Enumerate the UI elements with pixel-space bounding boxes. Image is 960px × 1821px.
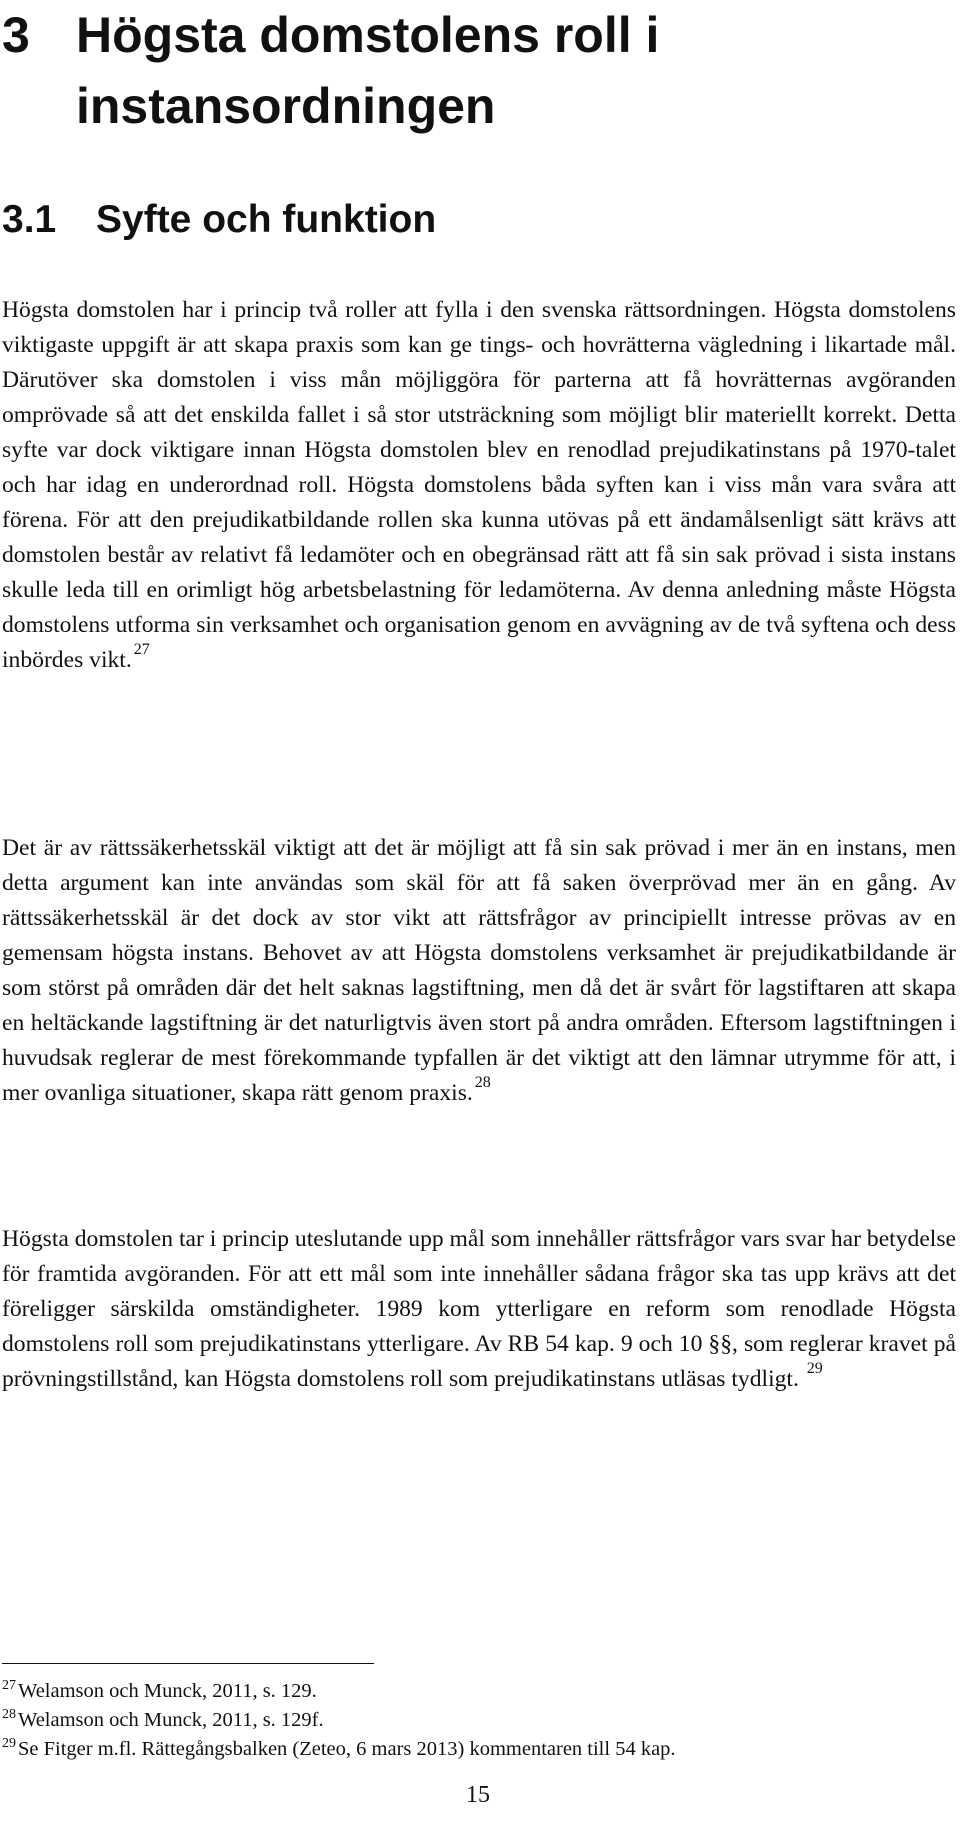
section-heading xyxy=(2,195,952,245)
footnote-number: 28 xyxy=(2,1707,16,1722)
page-number: 15 xyxy=(466,1782,490,1808)
body-paragraph xyxy=(2,293,956,678)
chapter-title: Högsta domstolens roll i instansordningen xyxy=(76,7,660,134)
footnote-reference[interactable]: 27 xyxy=(133,641,150,658)
footnote-number: 27 xyxy=(2,1678,16,1693)
footnote-text: Welamson och Munck, 2011, s. 129. xyxy=(18,1680,317,1702)
footnote-reference[interactable]: 29 xyxy=(806,1360,823,1377)
section-number: 3.1 xyxy=(2,198,57,241)
footnote-number: 29 xyxy=(2,1736,16,1751)
footnote xyxy=(2,1677,952,1706)
chapter-number: 3 xyxy=(2,7,30,63)
paragraph-text: Högsta domstolen har i princip två roller att fylla i den svenska rättsordningen. Högsta domstolens viktigaste uppgift är att skapa praxis som kan ge tings- och hovrätterna vägledning i likartade mål. Därutöver ska domstolen i viss mån möjliggöra för parterna att få hovrätternas avgöranden omprövade så att det enskilda fallet i så stor utsträckning som möjligt blir materiellt korrekt. Detta syfte var dock viktigare innan Högsta domstolen blev en renodlad prejudikatinstans på 1970-talet och har idag en underordnad roll. Högsta domstolens båda syften kan i viss mån vara svåra att förena. För att den prejudikatbildande rollen ska kunna utövas på ett ändamålsenligt sätt krävs att domstolen består av relativt få ledamöter och en obegränsad rätt att få sin sak prövad i sista instans skulle leda till en orimligt hög arbetsbelastning för ledamöterna. Av denna anledning måste Högsta domstolens utforma sin verksamhet och organisation genom en avvägning av de två syftena och dess inbördes vikt. xyxy=(2,297,956,673)
footnotes xyxy=(2,1677,952,1764)
chapter-heading xyxy=(2,0,952,142)
footnote xyxy=(2,1706,952,1735)
footnote xyxy=(2,1735,952,1764)
paragraph-text: Högsta domstolen tar i princip uteslutande upp mål som innehåller rättsfrågor vars svar har betydelse för framtida avgöranden. För att ett mål som inte innehåller sådana frågor ska tas upp krävs att det föreligger särskilda omständigheter. 1989 kom ytterligare en reform som renodlade Högsta domstolens roll som prejudikatinstans ytterligare. Av RB 54 kap. 9 och 10 §§, som reglerar kravet på prövningstillstånd, kan Högsta domstolens roll som prejudikatinstans utläsas tydligt. xyxy=(2,1226,956,1392)
section-title: Syfte och funktion xyxy=(96,198,437,241)
footnote-reference[interactable]: 28 xyxy=(474,1074,491,1091)
paragraph-text: Det är av rättssäkerhetsskäl viktigt att det är möjligt att få sin sak prövad i mer än en instans, men detta argument kan inte användas som skäl för att få saken överprövad mer än en gång. Av rättssäkerhetsskäl är det dock av stor vikt att rättsfrågor av principiellt intresse prövas av en gemensam högsta instans. Behovet av att Högsta domstolens verksamhet är prejudikatbildande är som störst på områden där det helt saknas lagstiftning, men då det är svårt för lagstiftaren att skapa en heltäckande lagstiftning är det naturligtvis även stort på andra områden. Eftersom lagstiftningen i huvudsak reglerar de mest förekommande typfallen är det viktigt att den lämnar utrymme för att, i mer ovanliga situationer, skapa rätt genom praxis. xyxy=(2,835,956,1106)
footnote-separator xyxy=(2,1663,374,1664)
footnote-text: Welamson och Munck, 2011, s. 129f. xyxy=(18,1709,324,1731)
footnote-text: Se Fitger m.fl. Rättegångsbalken (Zeteo, 6 mars 2013) kommentaren till 54 kap. xyxy=(18,1738,676,1760)
body-paragraph xyxy=(2,831,956,1111)
body-paragraph xyxy=(2,1222,956,1397)
